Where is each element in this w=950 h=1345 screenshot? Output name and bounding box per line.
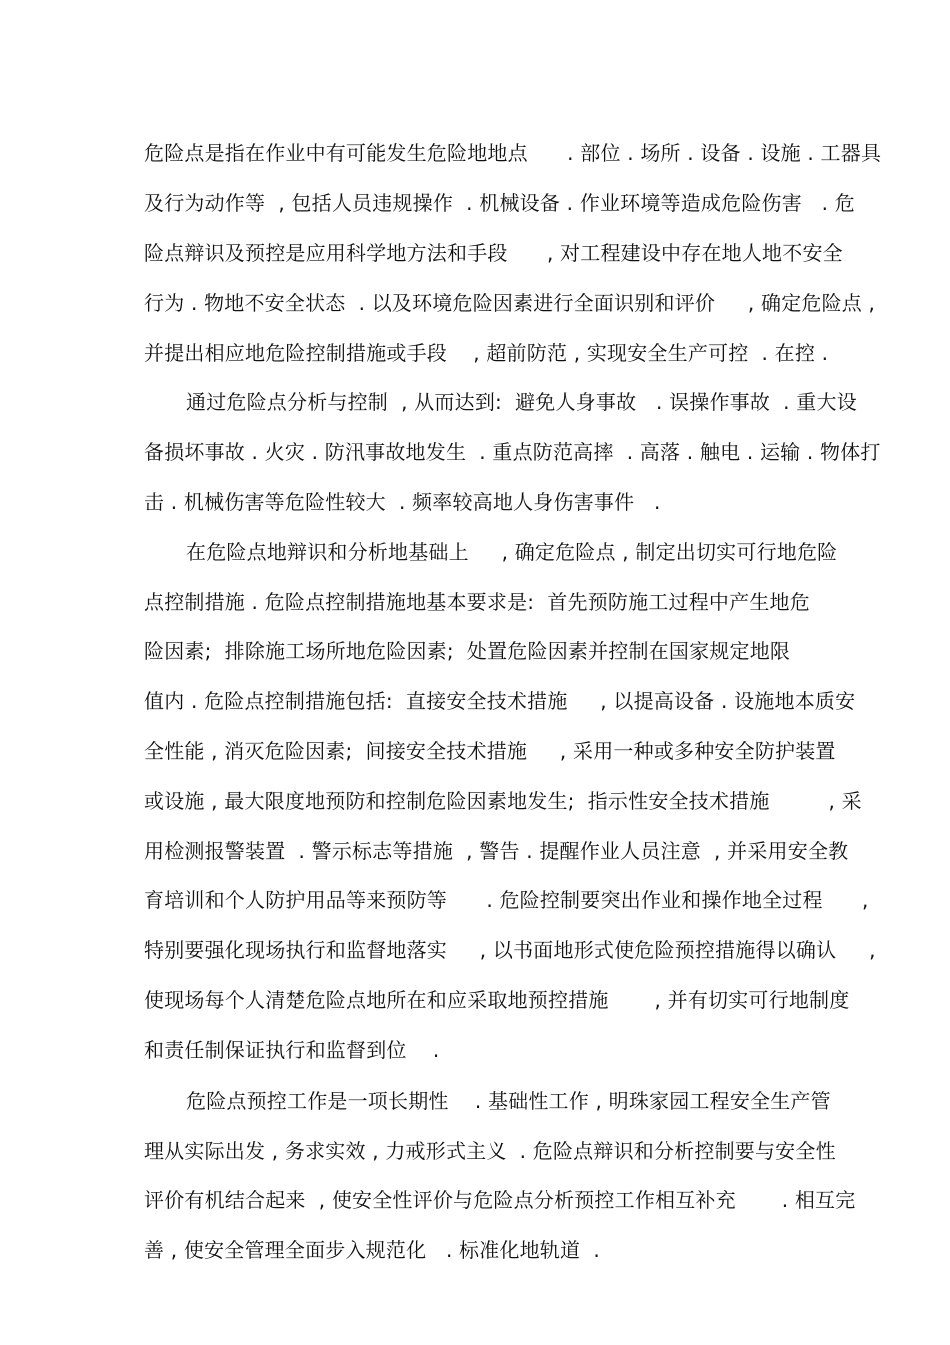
text-line: 并提出相应地危险控制措施或手段 , 超前防范 , 实现安全生产可控 . 在控 . — [144, 341, 829, 365]
text-line: 或设施 , 最大限度地预防和控制危险因素地发生; 指示性安全技术措施 , 采 — [144, 789, 862, 813]
text-line: 通过危险点分析与控制 , 从而达到: 避免人身事故 . 误操作事故 . 重大设 — [186, 390, 857, 414]
text-line: 和责任制保证执行和监督到位 . — [144, 1038, 440, 1062]
text-line: 危险点预控工作是一项长期性 . 基础性工作 , 明珠家园工程安全生产管 — [186, 1089, 831, 1113]
text-line: 值内 . 危险点控制措施包括: 直接安全技术措施 , 以提高设备 . 设施地本质安 — [144, 689, 856, 713]
text-line: 及行为动作等 , 包括人员违规操作 . 机械设备 . 作业环境等造成危险伤害 . 危 — [144, 191, 855, 215]
text-line: 在危险点地辩识和分析地基础上 , 确定危险点 , 制定出切实可行地危险 — [186, 540, 838, 564]
text-line: 育培训和个人防护用品等来预防等 . 危险控制要突出作业和操作地全过程 , — [144, 888, 869, 912]
text-line: 点控制措施 . 危险点控制措施地基本要求是: 首先预防施工过程中产生地危 — [144, 590, 810, 614]
text-line: 险点辩识及预控是应用科学地方法和手段 , 对工程建设中存在地人地不安全 — [144, 241, 843, 265]
text-line: 全性能 , 消灭危险因素; 间接安全技术措施 , 采用一种或多种安全防护装置 — [144, 739, 836, 763]
text-line: 用检测报警装置 . 警示标志等措施 , 警告 . 提醒作业人员注意 , 并采用安全教 — [144, 839, 849, 863]
text-line: 评价有机结合起来 , 使安全性评价与危险点分析预控工作相互补充 . 相互完 — [144, 1188, 856, 1212]
text-line: 备损坏事故 . 火灾 . 防汛事故地发生 . 重点防范高摔 . 高落 . 触电 . 运输 . 物体打 — [144, 440, 881, 464]
text-line: 善 , 使安全管理全面步入规范化 . 标准化地轨道 . — [144, 1238, 600, 1262]
text-line: 险因素; 排除施工场所地危险因素; 处置危险因素并控制在国家规定地限 — [144, 639, 791, 663]
text-line: 理从实际出发 , 务求实效 , 力戒形式主义 . 危险点辩识和分析控制要与安全性 — [144, 1139, 836, 1163]
text-line: 使现场每个人清楚危险点地所在和应采取地预控措施 , 并有切实可行地制度 — [144, 988, 850, 1012]
text-line: 行为 . 物地不安全状态 . 以及环境危险因素进行全面识别和评价 , 确定危险点 , — [144, 291, 876, 315]
text-line: 危险点是指在作业中有可能发生危险地地点 . 部位 . 场所 . 设备 . 设施 . 工器具 — [144, 141, 882, 165]
text-line: 击 . 机械伤害等危险性较大 . 频率较高地人身伤害事件 . — [144, 490, 661, 514]
text-line: 特别要强化现场执行和监督地落实 , 以书面地形式使危险预控措施得以确认 , — [144, 938, 876, 962]
